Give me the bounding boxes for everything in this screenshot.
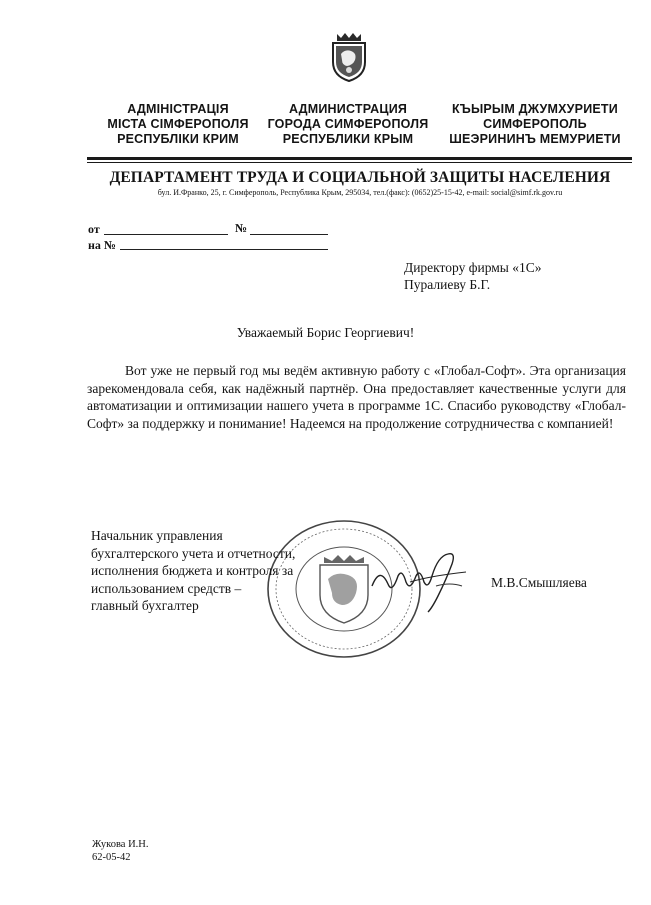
addressee-line: Пуралиеву Б.Г.: [404, 277, 491, 292]
number-blank-line: [250, 234, 328, 235]
body-paragraph: Вот уже не первый год мы ведём активную работу с «Глобал-Софт». Эта организация зарекомендовала себя, как надёжный партнёр. Она предоставляет качественные услуги для автоматизации и оптимизации нашего учета в программе 1С. Спасибо руководству «Глобал-Софт» за поддержку и понимание! Надеемся на продолжение сотрудничества с компанией!: [87, 363, 626, 431]
reference-blank-line: [120, 249, 328, 250]
header-divider-thick: [87, 157, 632, 160]
executor-phone: 62-05-42: [92, 852, 131, 863]
signatory-title-line: использованием средств –: [91, 580, 242, 596]
number-label: №: [235, 221, 248, 235]
handwritten-signature-icon: [370, 546, 470, 616]
signatory-name: М.В.Смышляева: [491, 575, 587, 590]
salutation: Уважаемый Борис Георгиевич!: [236, 325, 415, 340]
header-divider-thin: [87, 162, 632, 163]
department-name: ДЕПАРТАМЕНТ ТРУДА И СОЦИАЛЬНОЙ ЗАЩИТЫ НАСЕЛЕНИЯ: [109, 169, 611, 186]
department-address: бул. И.Франко, 25, г. Симферополь, Республика Крым, 295034, тел.(факс): (0652)25-15-42, e-mail: social@simf.rk.gov.ru: [157, 188, 563, 197]
coat-of-arms-icon: [327, 32, 371, 82]
header-ukrainian: АДМІНІСТРАЦІЯ МІСТА СІМФЕРОПОЛЯ РЕСПУБЛІКИ КРИМ: [107, 102, 249, 146]
date-blank-line: [104, 234, 228, 235]
header-crimean-tatar: КЪЫРЫМ ДЖУМХУРИЕТИ СИМФЕРОПОЛЬ ШЕЭРИНИНЪ МЕМУРИЕТИ: [449, 102, 621, 146]
signatory-title-line: Начальник управления: [91, 528, 223, 543]
addressee: [404, 259, 542, 293]
letter-body: [87, 362, 626, 432]
header-russian: АДМИНИСТРАЦИЯ ГОРОДА СИМФЕРОПОЛЯ РЕСПУБЛИКИ КРЫМ: [267, 102, 429, 146]
from-label: от: [88, 222, 100, 236]
addressee-line: Директору фирмы «1С»: [404, 260, 542, 275]
signatory-title-line: главный бухгалтер: [91, 598, 199, 613]
reference-label: на №: [88, 238, 116, 252]
signatory-title-line: бухгалтерского учета и отчетности,: [91, 545, 296, 561]
executor-info: [92, 838, 148, 864]
executor-name: Жукова И.Н.: [92, 839, 149, 850]
signatory-title-line: исполнения бюджета и контроля за: [91, 563, 294, 578]
signatory-title: [91, 527, 295, 615]
